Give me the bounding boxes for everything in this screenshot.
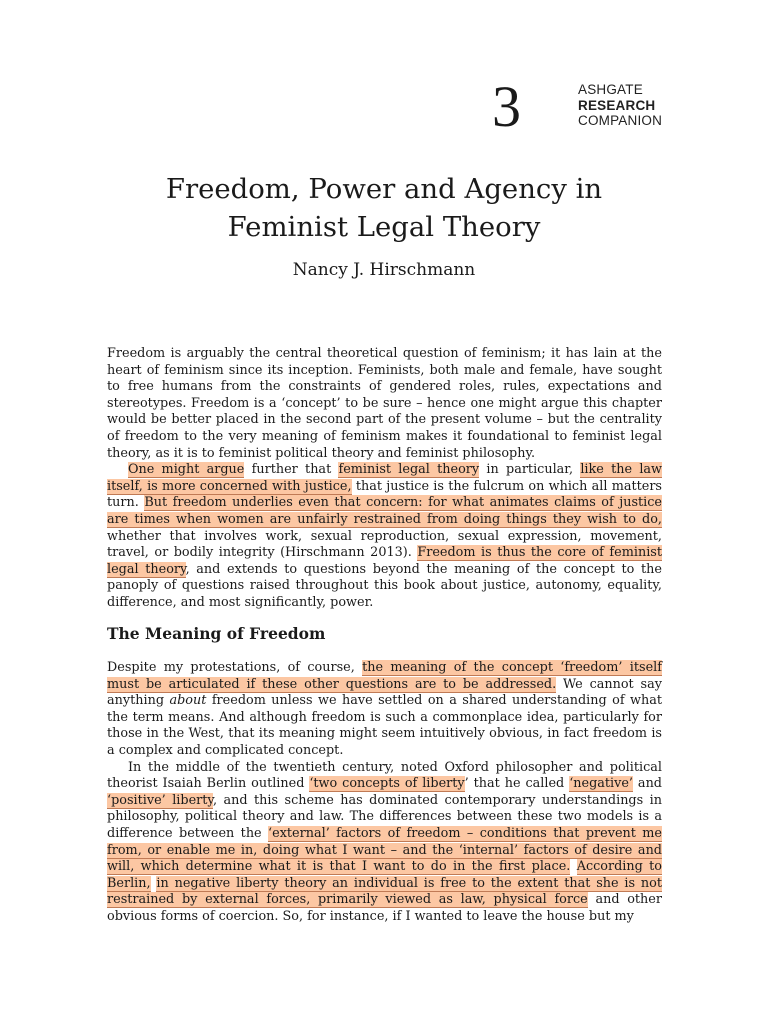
highlighted-text: feminist legal theory xyxy=(338,462,480,478)
series-line-ashgate: ASHGATE xyxy=(578,82,643,97)
highlighted-text: ‘two concepts of liberty xyxy=(309,776,465,792)
highlighted-text: the meaning of the concept ‘freedom’ itself must be articulated if these other questions are to be addressed. xyxy=(107,660,662,692)
meaning-section xyxy=(107,660,662,926)
text-run: , and this scheme has dominated contemporary understandings in philosophy, political theory and law. The differences between these two models is a difference between the xyxy=(107,792,662,841)
title-line-2: Feminist Legal Theory xyxy=(227,211,541,243)
highlighted-text: ‘external’ factors of freedom – conditions that prevent me from, or enable me in, doing what I want – and the ‘internal’ factors of desire and will, which determine what it is that I want to do in the first place. xyxy=(107,825,663,875)
text-run: In the middle of the twentieth century, noted Oxford philosopher and political theorist Isaiah Berlin outlined xyxy=(107,759,662,792)
highlighted-text: ‘negative’ xyxy=(569,776,633,792)
text-run: freedom unless we have settled on a shared understanding of what the term means. And although freedom is such a commonplace idea, particularly for those in the West, that its meaning might seem intuitively obvious, in fact freedom is a complex and complicated concept. xyxy=(107,693,662,758)
section-heading: The Meaning of Freedom xyxy=(107,624,326,643)
meaning-paragraph-2 xyxy=(107,760,662,926)
chapter-title xyxy=(0,170,768,246)
text-run: whether that involves work, sexual reproduction, sexual expression, movement, travel, or bodily integrity (Hirschmann 2013). xyxy=(107,528,662,561)
highlighted-text: like the law itself, is more concerned with justice, xyxy=(107,462,662,494)
text-run: ’ that he called xyxy=(464,776,570,792)
title-line-1: Freedom, Power and Agency in xyxy=(165,173,603,205)
highlighted-text: But freedom underlies even that concern: for what animates claims of justice are times when women are unfairly restrained from doing things they wish to do, xyxy=(107,495,662,527)
intro-section xyxy=(107,346,662,612)
highlighted-text: According to Berlin, xyxy=(107,859,662,891)
series-line-research: RESEARCH xyxy=(578,97,656,113)
text-run: and xyxy=(633,776,662,792)
intro-paragraph-1: Freedom is arguably the central theoretical question of feminism; it has lain at the heart of feminism since its inception. Feminists, both male and female, have sought to free humans from the constraints of gendered roles, rules, expectations and stereotypes. Freedom is a ‘concept’ to be sure – hence one might argue this chapter would be better placed in the second part of the present volume – but the centrality of freedom to the very meaning of feminism makes it foundational to feminist legal theory, as it is to feminist political theory and feminist philosophy. xyxy=(107,346,662,461)
text-run: , and extends to questions beyond the meaning of the concept to the panoply of questions raised throughout this book about justice, autonomy, equality, difference, and most significantly, power. xyxy=(107,561,662,610)
author-name: Nancy J. Hirschmann xyxy=(292,260,476,280)
highlighted-text: in negative liberty theory an individual is free to the extent that she is not restrained by external forces, primarily viewed as law, physical force xyxy=(107,875,662,908)
chapter-number: 3 xyxy=(492,74,521,139)
text-run: further that xyxy=(244,462,339,478)
series-logo xyxy=(578,82,662,129)
text-run: that justice is the fulcrum on which all matters turn. xyxy=(107,478,662,511)
highlighted-text: ‘positive’ liberty xyxy=(107,792,213,808)
text-run: and other obvious forms of coercion. So, for instance, if I wanted to leave the house but my xyxy=(107,892,662,924)
highlighted-text: One might argue xyxy=(128,462,245,478)
meaning-paragraph-1 xyxy=(107,660,662,760)
text-run: in particular, xyxy=(479,462,581,478)
text-run: We cannot say anything xyxy=(107,676,662,709)
text-run xyxy=(570,859,576,874)
series-line-companion: COMPANION xyxy=(578,113,663,128)
text-run: Despite my protestations, of course, xyxy=(107,660,363,675)
highlighted-text: Freedom is thus the core of feminist legal theory xyxy=(107,545,662,577)
text-run: about xyxy=(169,693,207,709)
intro-paragraph-2 xyxy=(107,462,662,611)
